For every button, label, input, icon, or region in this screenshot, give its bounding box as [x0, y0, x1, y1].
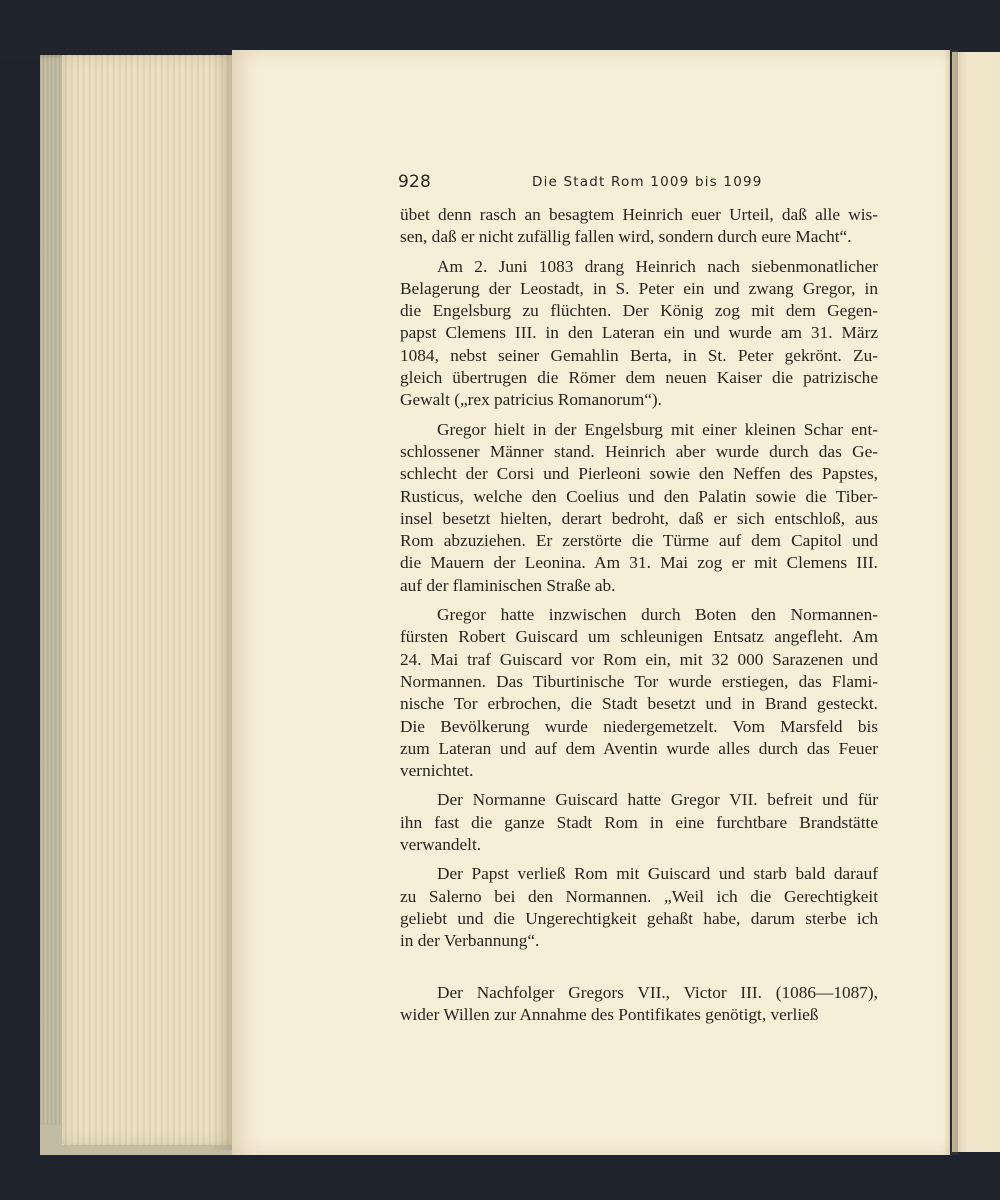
text-line: auf der flaminischen Straße ab. — [400, 575, 616, 595]
running-head — [398, 172, 878, 192]
text-line: papst Clemens III. in den Lateran ein und wurde am 31. März — [400, 323, 878, 343]
section-break — [400, 953, 878, 982]
text-line: Der Papst verließ Rom mit Guiscard und starb bald darauf — [437, 864, 878, 884]
text-line: Der Nachfolger Gregors VII., Victor III. (1086—1087), — [437, 982, 878, 1002]
text-line: Der Normanne Guiscard hatte Gregor VII. befreit und für — [437, 790, 878, 810]
paragraph-gap — [400, 412, 878, 419]
text-line: Am 2. Juni 1083 drang Heinrich nach siebenmonatlicher — [437, 256, 878, 276]
body-text — [400, 204, 878, 1026]
text-line: ihn fast die ganze Stadt Rom in eine furchtbare Brandstätte — [400, 812, 878, 832]
running-head-title: Die Stadt Rom 1009 bis 1099 — [532, 174, 763, 190]
paragraph — [400, 256, 878, 412]
paragraph-gap — [400, 782, 878, 789]
text-line: nische Tor erbrochen, die Stadt besetzt und in Brand gesteckt. — [400, 694, 878, 714]
text-line: schlecht der Corsi und Pierleoni sowie den Neffen des Papstes, — [400, 464, 878, 484]
text-line: fürsten Robert Guiscard um schleunigen Entsatz angefleht. Am — [400, 627, 878, 647]
paragraph — [400, 863, 878, 952]
text-line: Normannen. Das Tiburtinische Tor wurde erstiegen, das Flami- — [400, 671, 878, 691]
text-line: Gregor hielt in der Engelsburg mit einer kleinen Schar ent- — [437, 419, 878, 439]
text-line: geliebt und die Ungerechtigkeit gehaßt habe, darum sterbe ich — [400, 908, 878, 928]
text-line: Rom abzuziehen. Er zerstörte die Türme auf dem Capitol und — [400, 531, 878, 551]
text-line: zu Salerno bei den Normannen. „Weil ich die Gerechtigkeit — [400, 886, 878, 906]
text-line: insel besetzt hielten, derart bedroht, daß er sich entschloß, aus — [400, 508, 878, 528]
text-line: Gewalt („rex patricius Romanorum“). — [400, 390, 663, 410]
text-line: Belagerung der Leostadt, in S. Peter ein und zwang Gregor, in — [400, 278, 878, 298]
text-line: übet denn rasch an besagtem Heinrich euer Urteil, daß alle wis- — [400, 205, 878, 224]
paragraph — [400, 982, 878, 1027]
facing-page-edge — [952, 52, 1000, 1152]
paragraph — [400, 204, 878, 249]
text-line: gleich übertrugen die Römer dem neuen Kaiser die patrizische — [400, 368, 878, 388]
paragraph — [400, 604, 878, 782]
text-line: Rusticus, welche den Coelius und den Palatin sowie die Tiber- — [400, 486, 878, 506]
text-line: die Engelsburg zu flüchten. Der König zog mit dem Gegen- — [400, 301, 878, 321]
text-line: zum Lateran und auf dem Aventin wurde alles durch das Feuer — [400, 738, 878, 758]
text-line: verwandelt. — [400, 835, 482, 855]
paragraph — [400, 419, 878, 597]
paragraph-gap — [400, 249, 878, 256]
page-edges — [62, 55, 232, 1145]
text-line: schlossener Männer stand. Heinrich aber wurde durch das Ge- — [400, 441, 878, 461]
page-number: 928 — [398, 172, 432, 192]
text-line: Die Bevölkerung wurde niedergemetzelt. Vom Marsfeld bis — [400, 716, 878, 736]
text-line: in der Verbannung“. — [400, 931, 540, 951]
text-line: vernichtet. — [400, 761, 474, 781]
text-line: die Mauern der Leonina. Am 31. Mai zog er mit Clemens III. — [400, 553, 878, 573]
paragraph-gap — [400, 856, 878, 863]
text-line: Gregor hatte inzwischen durch Boten den Normannen- — [437, 605, 878, 625]
text-line: wider Willen zur Annahme des Pontifikates genötigt, verließ — [400, 1004, 819, 1024]
text-line: 1084, nebst seiner Gemahlin Berta, in St. Peter gekrönt. Zu- — [400, 345, 878, 365]
paragraph — [400, 789, 878, 856]
text-line: 24. Mai traf Guiscard vor Rom ein, mit 32 000 Sarazenen und — [400, 649, 878, 669]
paragraph-gap — [400, 597, 878, 604]
page-fold-shadow — [944, 50, 958, 1155]
text-line: sen, daß er nicht zufällig fallen wird, sondern durch eure Macht“. — [400, 227, 852, 247]
